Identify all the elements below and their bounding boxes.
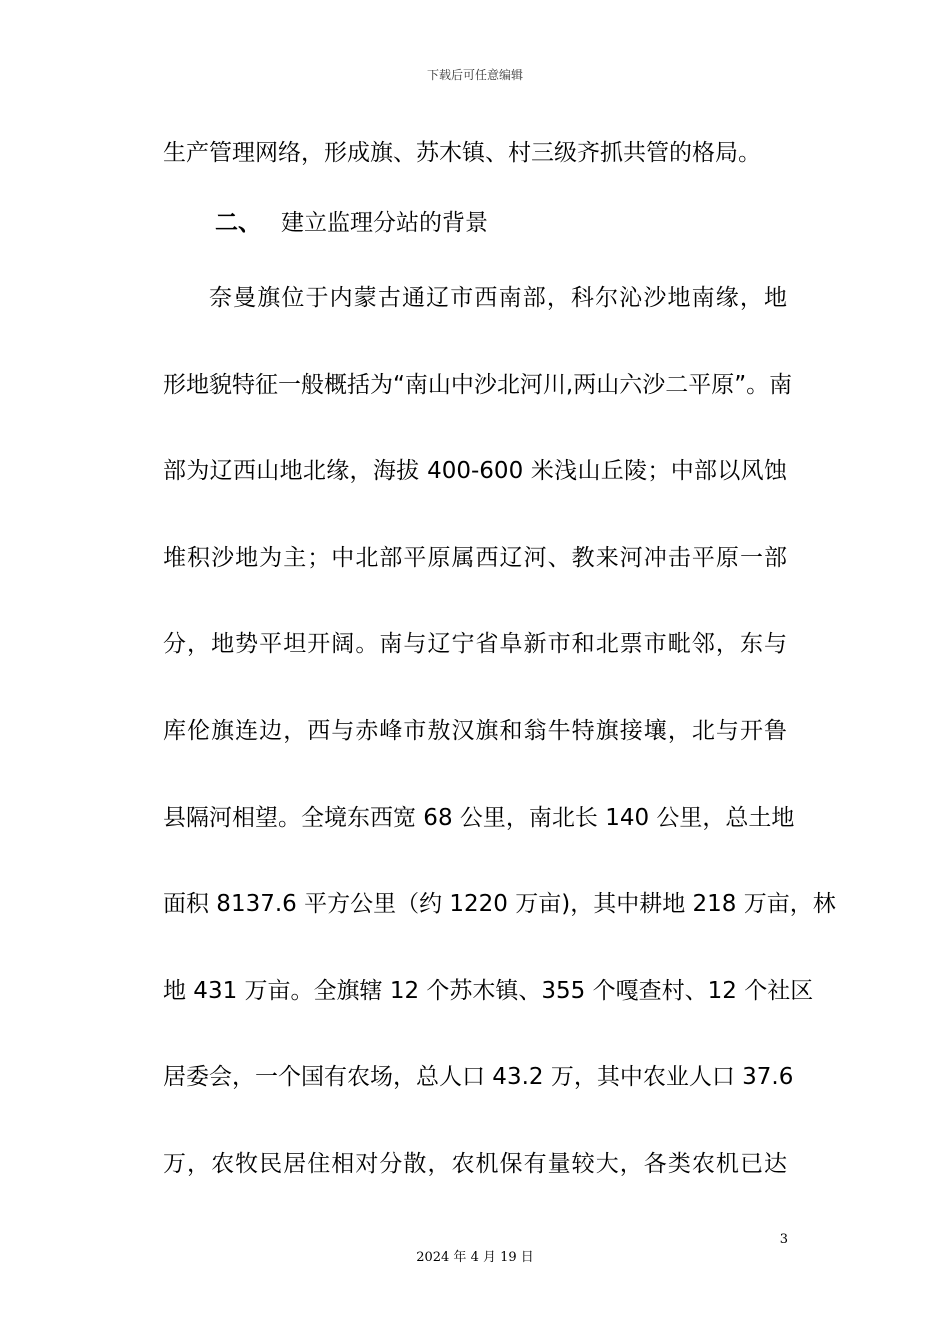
header-note: 下载后可任意编辑 xyxy=(426,68,523,82)
paragraph-line: 分，地势平坦开阔。南与辽宁省阜新市和北票市毗邻，东与 xyxy=(163,631,787,657)
continuation-line: 生产管理网络，形成旗、苏木镇、村三级齐抓共管的格局。 xyxy=(163,140,761,166)
paragraph-line: 奈曼旗位于内蒙古通辽市西南部，科尔沁沙地南缘，地 xyxy=(209,285,787,311)
paragraph-line: 万，农牧民居住相对分散，农机保有量较大，各类农机已达 xyxy=(163,1151,787,1177)
paragraph-line: 地 431 万亩。全旗辖 12 个苏木镇、355 个嘎查村、12 个社区 xyxy=(163,978,814,1004)
paragraph-line: 面积 8137.6 平方公里（约 1220 万亩)，其中耕地 218 万亩，林 xyxy=(163,891,836,917)
paragraph-line: 库伦旗连边，西与赤峰市敖汉旗和翁牛特旗接壤，北与开鲁 xyxy=(163,718,787,744)
paragraph-line: 县隔河相望。全境东西宽 68 公里，南北长 140 公里，总土地 xyxy=(163,805,795,831)
footer-date: 2024 年 4 月 19 日 xyxy=(416,1250,534,1265)
section-title: 建立监理分站的背景 xyxy=(281,210,488,236)
section-heading xyxy=(215,208,488,238)
section-number: 二、 xyxy=(215,210,261,236)
paragraph-line: 形地貌特征一般概括为“南山中沙北河川,两山六沙二平原”。南 xyxy=(163,372,793,398)
paragraph-line: 部为辽西山地北缘，海拔 400-600 米浅山丘陵；中部以风蚀 xyxy=(163,458,787,484)
paragraph-line: 堆积沙地为主；中北部平原属西辽河、教来河冲击平原一部 xyxy=(163,545,787,571)
paragraph-line: 居委会，一个国有农场，总人口 43.2 万，其中农业人口 37.6 xyxy=(163,1064,794,1090)
page-number: 3 xyxy=(779,1232,788,1247)
